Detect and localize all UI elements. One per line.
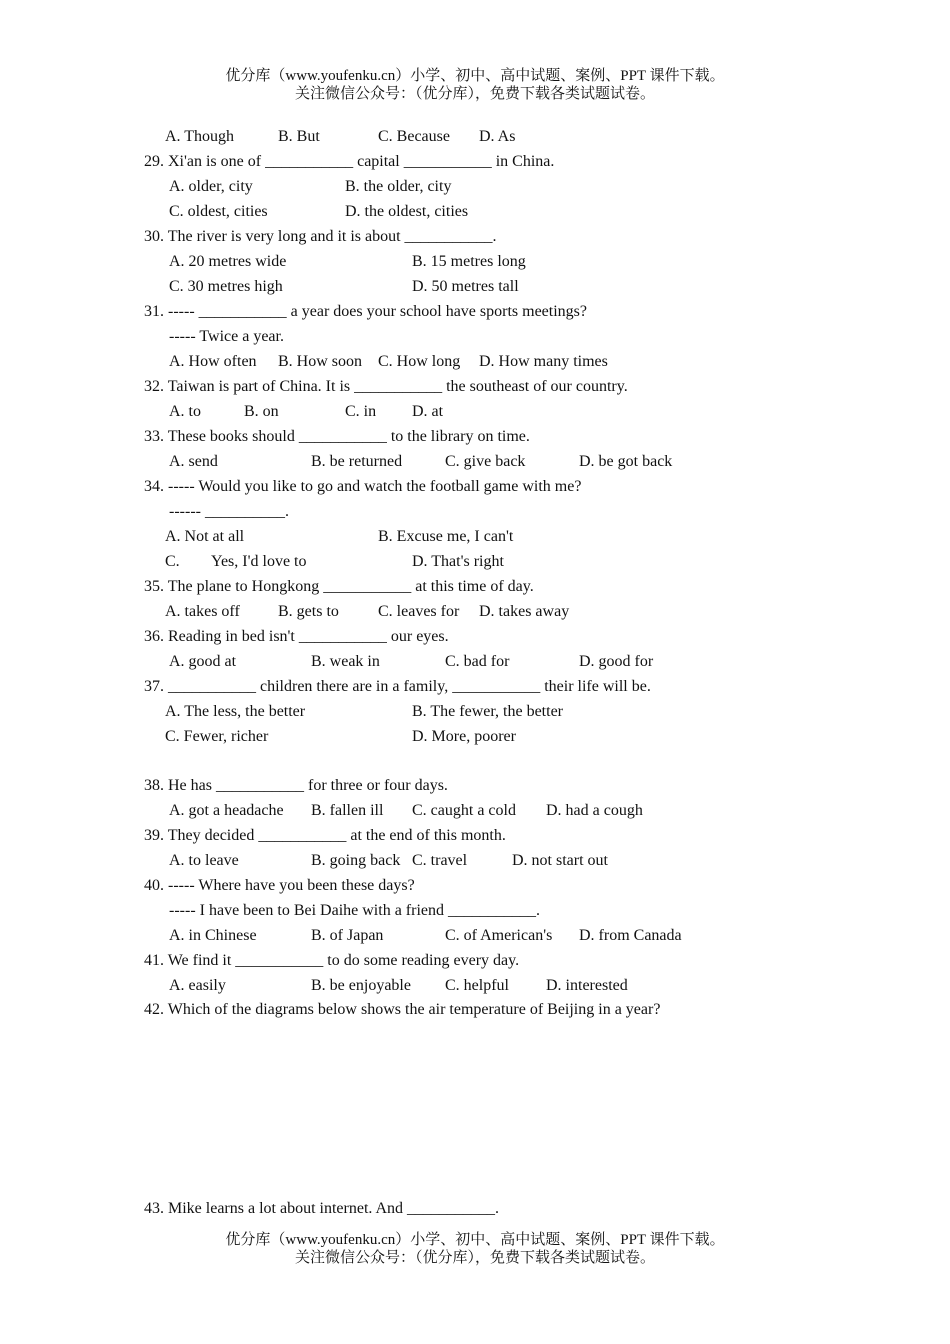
dialogue-reply: ----- Twice a year.: [169, 328, 284, 345]
option-d: D. 50 metres tall: [412, 278, 519, 295]
option-d: D. the oldest, cities: [345, 203, 469, 220]
option-d: D. at: [412, 403, 444, 420]
option-c: C. helpful: [445, 977, 509, 994]
option-a: A. to: [169, 403, 201, 420]
question-text: 30. The river is very long and it is about ___________.: [144, 228, 497, 245]
option-a: A. 20 metres wide: [169, 253, 287, 270]
option-a: A. older, city: [169, 178, 253, 195]
question-text: 42. Which of the diagrams below shows the air temperature of Beijing in a year?: [144, 1001, 661, 1018]
option-c-text: Yes, I'd love to: [211, 553, 307, 570]
option-c: C. bad for: [445, 653, 510, 670]
option-a: A. good at: [169, 653, 237, 670]
question-text: 37. ___________ children there are in a family, ___________ their life will be.: [144, 678, 651, 695]
dialogue-reply: ------ __________.: [169, 503, 289, 520]
option-d: D. More, poorer: [412, 728, 516, 745]
question-text: 41. We find it ___________ to do some reading every day.: [144, 952, 520, 969]
header-line-2: 关注微信公众号：（优分库），免费下载各类试题试卷。: [294, 86, 655, 102]
option-b: B. the older, city: [345, 178, 452, 195]
question-text: 34. ----- Would you like to go and watch the football game with me?: [144, 478, 582, 495]
option-c: C. Fewer, richer: [165, 728, 269, 745]
option-c: C. in: [345, 403, 377, 420]
option-d: D. As: [479, 128, 516, 145]
option-c: C. 30 metres high: [169, 278, 283, 295]
option-a: A. got a headache: [169, 802, 284, 819]
option-a: A. The less, the better: [165, 703, 306, 720]
option-d: D. takes away: [479, 603, 570, 620]
option-a: A. easily: [169, 977, 226, 994]
option-b: B. fallen ill: [311, 802, 384, 819]
option-b: B. weak in: [311, 653, 380, 670]
page-footer: [0, 1231, 950, 1267]
option-c-letter: C.: [165, 553, 180, 570]
option-b: B. be enjoyable: [311, 977, 411, 994]
option-b: B. The fewer, the better: [412, 703, 563, 720]
option-b: B. going back: [311, 852, 401, 869]
option-b: B. be returned: [311, 453, 403, 470]
question-text: 31. ----- ___________ a year does your school have sports meetings?: [144, 303, 587, 320]
option-c: C. Because: [378, 128, 450, 145]
option-a: A. in Chinese: [169, 927, 257, 944]
option-d: D. had a cough: [546, 802, 643, 819]
option-a: A. send: [169, 453, 218, 470]
option-a: A. Though: [165, 128, 235, 145]
option-c: C. oldest, cities: [169, 203, 268, 220]
question-text: 40. ----- Where have you been these days?: [144, 877, 415, 894]
option-c: C. travel: [412, 852, 468, 869]
page-header: [0, 67, 950, 103]
question-text: 32. Taiwan is part of China. It is ___________ the southeast of our country.: [144, 378, 628, 395]
option-a: A. takes off: [165, 603, 240, 620]
footer-line-1: 优分库（www.youfenku.cn）小学、初中、高中试题、案例、PPT 课件下载。: [225, 1232, 725, 1248]
option-d: D. be got back: [579, 453, 673, 470]
option-b: B. Excuse me, I can't: [378, 528, 514, 545]
option-a: A. How often: [169, 353, 257, 370]
footer-line-2: 关注微信公众号：（优分库），免费下载各类试题试卷。: [294, 1250, 655, 1266]
option-d: D. interested: [546, 977, 628, 994]
dialogue-reply: ----- I have been to Bei Daihe with a friend ___________.: [169, 902, 540, 919]
option-c: C. give back: [445, 453, 526, 470]
option-c: C. leaves for: [378, 603, 460, 620]
question-text: 33. These books should ___________ to the library on time.: [144, 428, 530, 445]
header-line-1: 优分库（www.youfenku.cn）小学、初中、高中试题、案例、PPT 课件下载。: [225, 68, 725, 84]
question-text: 35. The plane to Hongkong ___________ at this time of day.: [144, 578, 534, 595]
option-b: B. But: [278, 128, 320, 145]
option-b: B. on: [244, 403, 279, 420]
option-d: D. not start out: [512, 852, 608, 869]
option-c: C. of American's: [445, 927, 553, 944]
question-text: 39. They decided ___________ at the end of this month.: [144, 827, 506, 844]
question-text: 43. Mike learns a lot about internet. And ___________.: [144, 1200, 500, 1217]
option-b: B. 15 metres long: [412, 253, 526, 270]
option-c: C. How long: [378, 353, 461, 370]
option-b: B. gets to: [278, 603, 339, 620]
option-d: D. from Canada: [579, 927, 682, 944]
option-c: C. caught a cold: [412, 802, 516, 819]
option-d: D. good for: [579, 653, 654, 670]
option-a: A. Not at all: [165, 528, 245, 545]
option-b: B. How soon: [278, 353, 363, 370]
question-text: 38. He has ___________ for three or four days.: [144, 777, 448, 794]
option-a: A. to leave: [169, 852, 239, 869]
question-text: 29. Xi'an is one of ___________ capital ___________ in China.: [144, 153, 555, 170]
option-d: D. How many times: [479, 353, 608, 370]
option-b: B. of Japan: [311, 927, 384, 944]
option-d: D. That's right: [412, 553, 504, 570]
question-text: 36. Reading in bed isn't ___________ our eyes.: [144, 628, 449, 645]
